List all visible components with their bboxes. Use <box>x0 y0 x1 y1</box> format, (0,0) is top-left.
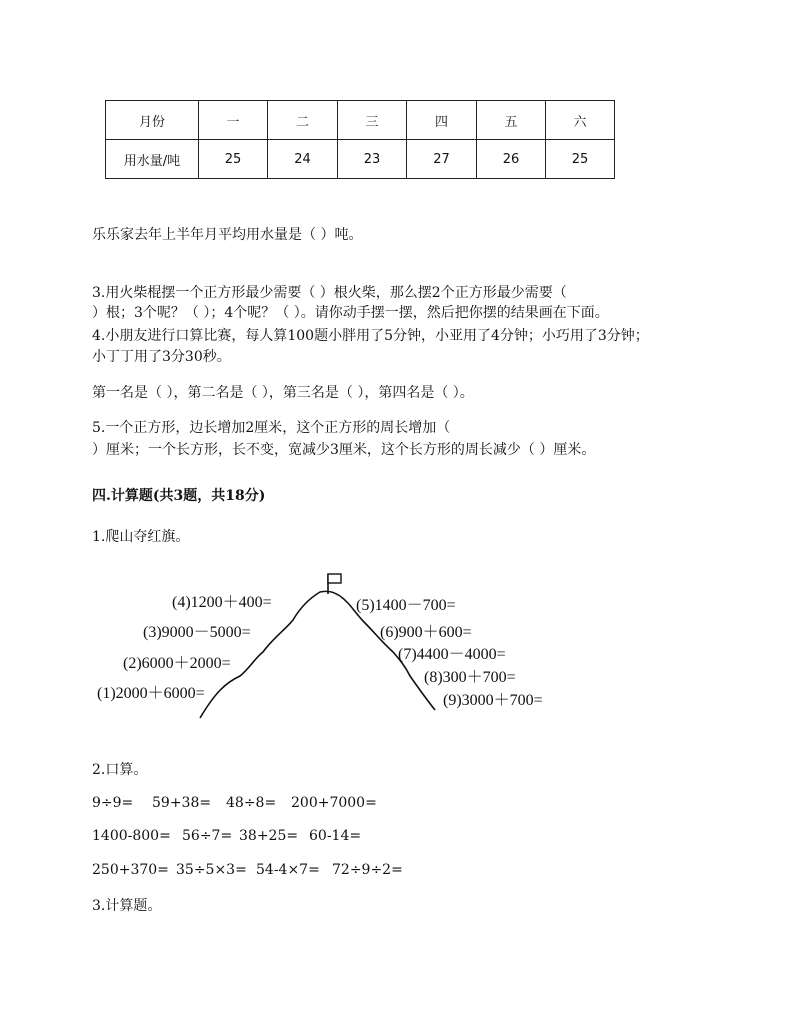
table-cell: 23 <box>338 140 407 179</box>
question-4-answer: 第一名是（ ），第二名是（ ），第三名是（ ），第四名是（ ）。 <box>92 385 474 401</box>
oral-item: 59+38= <box>152 795 212 811</box>
oral-row <box>92 793 377 813</box>
table-cell: 六 <box>546 101 615 140</box>
oral-item: 60-14= <box>309 828 362 844</box>
question-5-line2: ）厘米；一个长方形，长不变，宽减少3厘米，这个长方形的周长减少（ ）厘米。 <box>92 442 596 458</box>
oral-row <box>92 826 361 846</box>
table-cell: 26 <box>477 140 546 179</box>
problem-1-title: 1.爬山夺红旗。 <box>92 529 190 545</box>
mountain-eq-9: (9)3000＋700= <box>443 692 543 709</box>
table-cell: 24 <box>268 140 338 179</box>
table-cell: 一 <box>199 101 268 140</box>
mountain-eq-2: (2)6000＋2000= <box>123 655 231 672</box>
table-cell: 27 <box>407 140 477 179</box>
mountain-eq-4: (4)1200＋400= <box>172 594 272 611</box>
question-3-line2: ）根；3个呢？（ ）；4个呢？（ ）。请你动手摆一摆，然后把你摆的结果画在下面。 <box>92 305 609 321</box>
question-5-line1: 5.一个正方形，边长增加2厘米，这个正方形的周长增加（ <box>92 420 451 436</box>
table-cell: 25 <box>199 140 268 179</box>
question-3-line1: 3.用火柴棍摆一个正方形最少需要（ ）根火柴，那么摆2个正方形最少需要（ <box>92 285 567 301</box>
oral-item: 1400-800= <box>92 828 171 844</box>
oral-row <box>92 860 403 880</box>
question-average: 乐乐家去年上半年月平均用水量是（ ）吨。 <box>92 227 363 243</box>
oral-item: 48÷8= <box>226 795 277 811</box>
table-cell: 四 <box>407 101 477 140</box>
problem-2-title: 2.口算。 <box>92 762 148 778</box>
oral-item: 9÷9= <box>92 795 134 811</box>
mountain-eq-8: (8)300＋700= <box>424 669 516 686</box>
oral-item: 38+25= <box>239 828 299 844</box>
mountain-eq-1: (1)2000＋6000= <box>97 685 205 702</box>
question-4-line2: 小丁丁用了3分30秒。 <box>92 349 231 365</box>
oral-item: 56÷7= <box>182 828 233 844</box>
mountain-eq-5: (5)1400－700= <box>356 597 456 614</box>
table-cell: 月份 <box>106 101 199 140</box>
mountain-eq-3: (3)9000－5000= <box>143 624 251 641</box>
oral-item: 200+7000= <box>291 795 377 811</box>
section-title: 四.计算题(共3题，共18分) <box>92 488 266 504</box>
oral-item: 35÷5×3= <box>176 862 247 878</box>
problem-3-title: 3.计算题。 <box>92 898 162 914</box>
table-row <box>106 101 615 140</box>
oral-item: 54-4×7= <box>256 862 320 878</box>
table-row <box>106 140 615 179</box>
table-cell: 用水量/吨 <box>106 140 199 179</box>
oral-item: 72÷9÷2= <box>332 862 403 878</box>
oral-item: 250+370= <box>92 862 169 878</box>
water-usage-table <box>105 100 615 179</box>
question-4-line1: 4.小朋友进行口算比赛，每人算100题小胖用了5分钟，小亚用了4分钟；小巧用了3分钟； <box>92 328 649 344</box>
table-cell: 三 <box>338 101 407 140</box>
table-cell: 二 <box>268 101 338 140</box>
mountain-eq-6: (6)900＋600= <box>380 624 472 641</box>
table-cell: 25 <box>546 140 615 179</box>
mountain-eq-7: (7)4400－4000= <box>398 646 506 663</box>
table-cell: 五 <box>477 101 546 140</box>
